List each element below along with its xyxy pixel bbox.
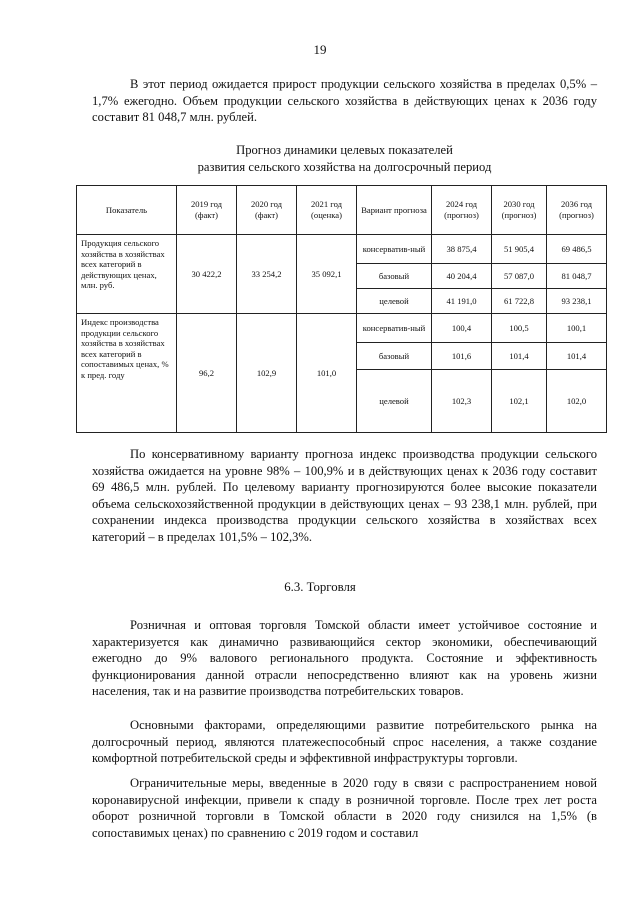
cell-2036: 93 238,1 (547, 289, 607, 314)
cell-2024: 101,6 (432, 343, 492, 370)
header-2020: 2020 год (факт) (237, 186, 297, 235)
table-title (92, 142, 597, 175)
trade-paragraph-3: Ограничительные меры, введенные в 2020 году в связи с распространением новой коронавирусной инфекции, привели к спаду в розничной торговле. После трех лет роста оборот розничной торговли в Томской области в 2020 году снизился на 1,5% (в сопоставимых ценах) по сравнению с 2019 годом и составил (92, 776, 597, 840)
header-variant: Вариант прогноза (357, 186, 432, 235)
header-indicator: Показатель (77, 186, 177, 235)
header-2021: 2021 год (оценка) (297, 186, 357, 235)
table-row (77, 314, 607, 343)
cell-2036: 102,0 (547, 370, 607, 433)
after-table-paragraph: По консервативному варианту прогноза индекс производства продукции сельского хозяйства ожидается на уровне 98% – 100,9% и в действующих ценах к 2036 году составит 69 486,5 млн. рублей. По целевому варианту прогнозируются более высокие показатели объема сельскохозяйственной продукции в действующих ценах – 93 238,1 млн. рублей, при сохранении индекса производства продукции сельского хозяйства в хозяйствах всех категорий – в пределах 101,5% – 102,3%. (92, 447, 597, 544)
intro-paragraph: В этот период ожидается прирост продукции сельского хозяйства в пределах 0,5% – 1,7% ежегодно. Объем продукции сельского хозяйства в действующих ценах к 2036 году составит 81 048,7 млн. рублей. (92, 77, 597, 125)
cell-2030: 102,1 (492, 370, 547, 433)
cell-variant: консерватив-ный (357, 235, 432, 264)
indicator-index: Индекс производства продукции сельского хозяйства в хозяйствах всех категорий в сопоставимых ценах, % к пред. году (77, 314, 177, 433)
cell-2021: 35 092,1 (297, 235, 357, 314)
indicator-production: Продукция сельского хозяйства в хозяйствах всех категорий в действующих ценах, млн. руб. (77, 235, 177, 314)
cell-2030: 57 087,0 (492, 264, 547, 289)
cell-2019: 30 422,2 (177, 235, 237, 314)
cell-2024: 41 191,0 (432, 289, 492, 314)
cell-variant: консерватив-ный (357, 314, 432, 343)
header-2019: 2019 год (факт) (177, 186, 237, 235)
cell-2030: 100,5 (492, 314, 547, 343)
cell-2024: 102,3 (432, 370, 492, 433)
cell-2021: 101,0 (297, 314, 357, 433)
cell-2024: 40 204,4 (432, 264, 492, 289)
cell-variant: базовый (357, 264, 432, 289)
trade-paragraph-1: Розничная и оптовая торговля Томской области имеет устойчивое состояние и характеризуется как динамично развивающийся сектор экономики, обеспечивающий ежегодно до 9% валового регионального продукта. Состояние и эффективность функционирования данной отрасли непосредственно влияют как на уровень жизни населения, так и на развитие производства потребительских товаров. (92, 618, 597, 699)
cell-2024: 100,4 (432, 314, 492, 343)
cell-2019: 96,2 (177, 314, 237, 433)
table-header-row (77, 186, 607, 235)
table-title-line1: Прогноз динамики целевых показателей (236, 143, 453, 157)
cell-2020: 33 254,2 (237, 235, 297, 314)
cell-2036: 69 486,5 (547, 235, 607, 264)
cell-variant: базовый (357, 343, 432, 370)
cell-2036: 101,4 (547, 343, 607, 370)
cell-2020: 102,9 (237, 314, 297, 433)
cell-2036: 100,1 (547, 314, 607, 343)
header-2036: 2036 год (прогноз) (547, 186, 607, 235)
cell-variant: целевой (357, 370, 432, 433)
table-row (77, 235, 607, 264)
cell-2030: 51 905,4 (492, 235, 547, 264)
cell-2030: 61 722,8 (492, 289, 547, 314)
section-title: 6.3. Торговля (284, 580, 356, 594)
cell-variant: целевой (357, 289, 432, 314)
header-2030: 2030 год (прогноз) (492, 186, 547, 235)
table-title-line2: развития сельского хозяйства на долгосрочный период (197, 159, 492, 174)
header-2024: 2024 год (прогноз) (432, 186, 492, 235)
cell-2036: 81 048,7 (547, 264, 607, 289)
forecast-table (76, 185, 607, 433)
cell-2024: 38 875,4 (432, 235, 492, 264)
cell-2030: 101,4 (492, 343, 547, 370)
trade-paragraph-2: Основными факторами, определяющими развитие потребительского рынка на долгосрочный период, являются платежеспособный спрос населения, а также создание комфортной потребительской среды и эффективной инфраструктуры торговли. (92, 718, 597, 766)
page-number: 19 (313, 42, 327, 57)
